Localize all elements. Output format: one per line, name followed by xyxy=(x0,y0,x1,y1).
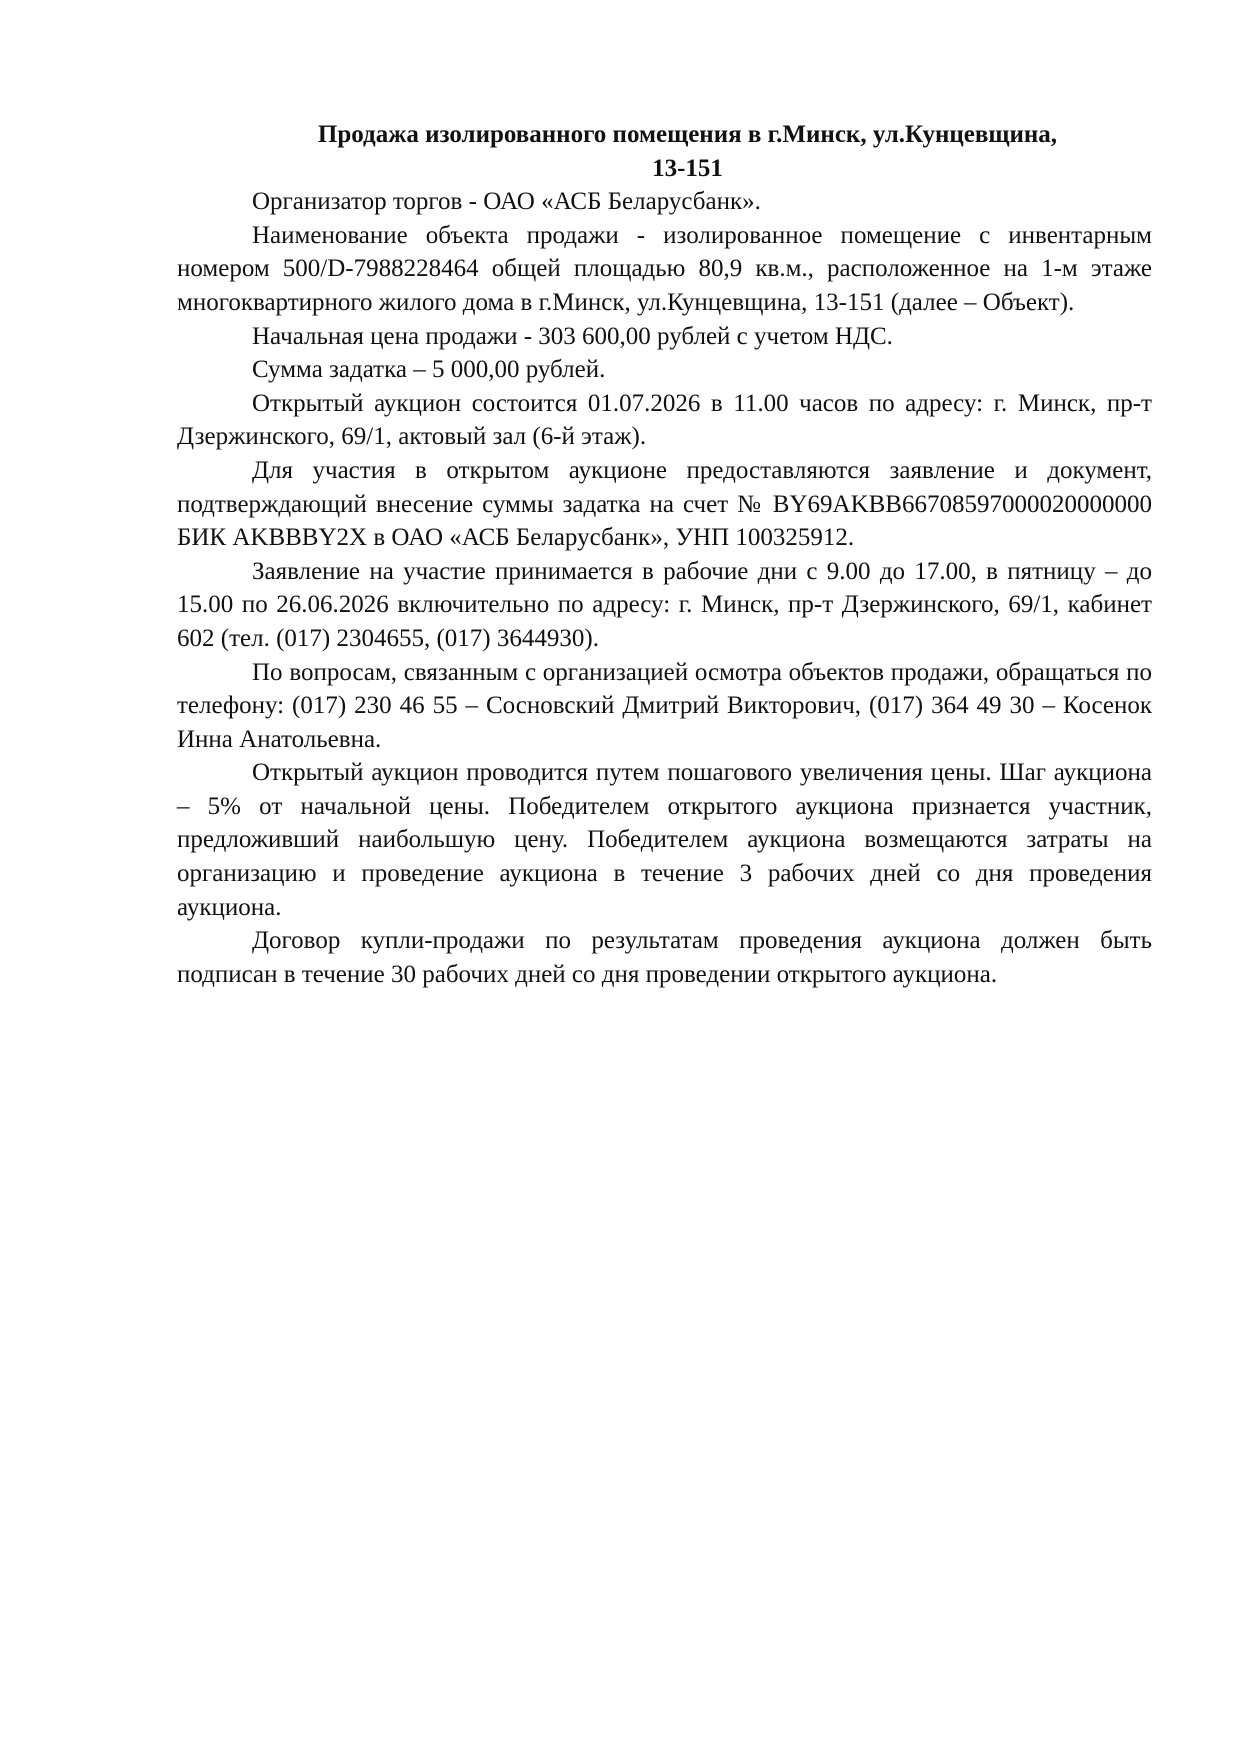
paragraph-inspection-contacts: По вопросам, связанным с организацией осмотра объектов продажи, обращаться по телефону: (017) 230 46 55 – Сосновский Дмитрий Викторович, (017) 364 49 30 – Косенок Инна Анатольевна. xyxy=(177,658,1152,753)
paragraph-contract: Договор купли-продажи по результатам проведения аукциона должен быть подписан в течение 30 рабочих дней со дня проведении открытого аукциона. xyxy=(177,927,1152,988)
paragraph-participation-documents: Для участия в открытом аукционе предоставляются заявление и документ, подтверждающий внесение суммы задатка на счет № BY69AKBB66708597000020000000 БИК AKBBBY2X в ОАО «АСБ Беларусбанк», УНП 100325912. xyxy=(177,456,1152,552)
paragraph-organizer: Организатор торгов - ОАО «АСБ Беларусбанк». xyxy=(252,188,761,216)
paragraph-application-acceptance: Заявление на участие принимается в рабочие дни с 9.00 до 17.00, в пятницу – до 15.00 по 26.06.2026 включительно по адресу: г. Минск, пр-т Дзержинского, 69/1, кабинет 602 (тел. (017) 2304655, (017) 3644930). xyxy=(177,557,1152,652)
paragraph-auction-procedure: Открытый аукцион проводится путем пошагового увеличения цены. Шаг аукциона – 5% от начальной цены. Победителем открытого аукциона признается участник, предложивший наибольшую цену. Победителем аукциона возмещаются затраты на организацию и проведение аукциона в течение 3 рабочих дней со дня проведения аукциона. xyxy=(177,759,1152,921)
paragraph-object-description: Наименование объекта продажи - изолированное помещение с инвентарным номером 500/D-7988228464 общей площадью 80,9 кв.м., расположенное на 1-м этаже многоквартирного жилого дома в г.Минск, ул.Кунцевщина, 13-151 (далее – Объект). xyxy=(177,221,1152,316)
title-line-1: Продажа изолированного помещения в г.Минск, ул.Кунцевщина, xyxy=(317,121,1058,148)
paragraph-deposit: Сумма задатка – 5 000,00 рублей. xyxy=(252,356,606,384)
document-page xyxy=(177,118,1152,991)
paragraph-starting-price: Начальная цена продажи - 303 600,00 рублей с учетом НДС. xyxy=(252,322,893,350)
paragraph-auction-date: Открытый аукцион состоится 01.07.2026 в 11.00 часов по адресу: г. Минск, пр-т Дзержинского, 69/1, актовый зал (6-й этаж). xyxy=(177,389,1152,451)
document-title xyxy=(223,118,1152,185)
title-line-2: 13-151 xyxy=(652,154,723,182)
